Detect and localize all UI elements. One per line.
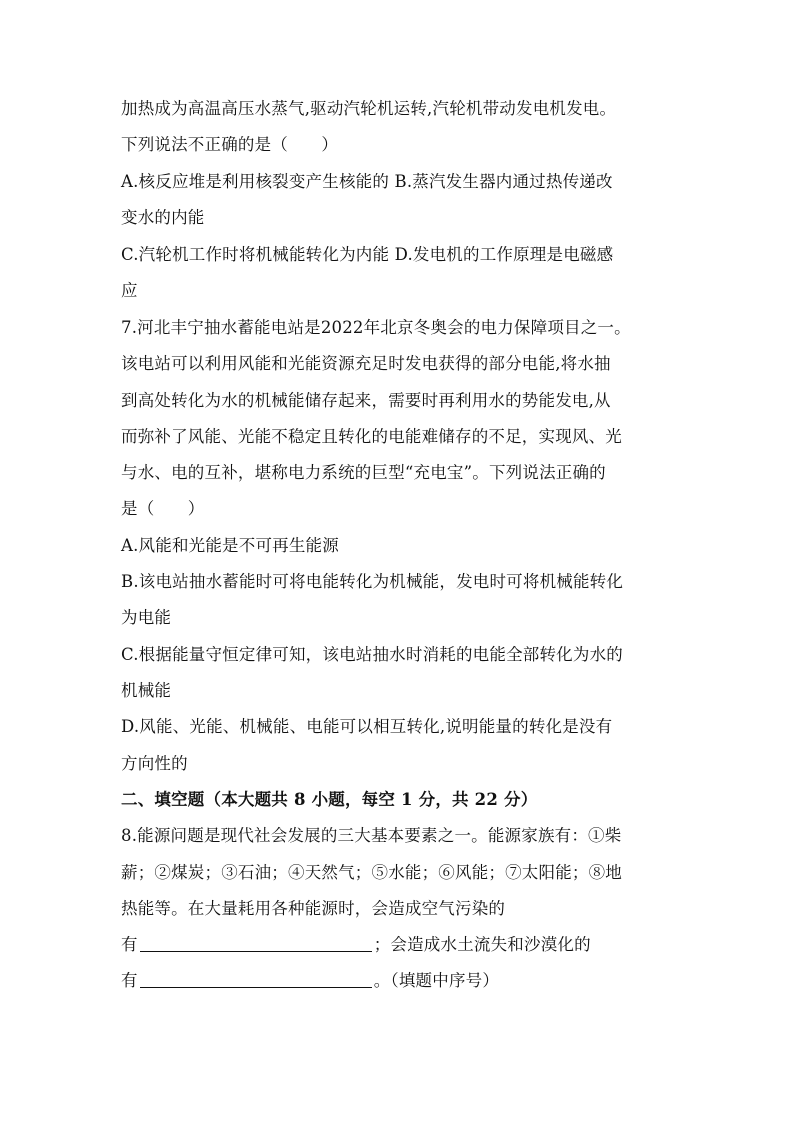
- q6-text-line-1: 加热成为高温高压水蒸气,驱动汽轮机运转,汽轮机带动发电机发电。: [121, 99, 617, 118]
- q8-answer-blank-2[interactable]: [140, 971, 372, 988]
- q7-option-d-line-2: 方向性的: [121, 754, 188, 773]
- q7-option-a: A.风能和光能是不可再生能源: [121, 536, 339, 555]
- q8-text-line-2: 薪；②煤炭；③石油；④天然气；⑤水能；⑥风能；⑦太阳能；⑧地: [121, 863, 622, 882]
- q7-option-c-line-2: 机械能: [121, 681, 172, 700]
- q8-answer-2-prefix: 有: [121, 971, 138, 990]
- q6-options-ab-line-2: 变水的内能: [121, 208, 205, 227]
- q8-answer-line-1: [121, 934, 591, 956]
- q7-option-c-line-1: C.根据能量守恒定律可知，该电站抽水时消耗的电能全部转化为水的: [121, 645, 623, 664]
- q6-options-ab-line-1: A.核反应堆是利用核裂变产生核能的 B.蒸汽发生器内通过热传递改: [121, 172, 613, 191]
- q8-text-line-3: 热能等。在大量耗用各种能源时，会造成空气污染的: [121, 899, 506, 918]
- q7-text-line-4: 而弥补了风能、光能不稳定且转化的电能难储存的不足，实现风、光: [121, 427, 622, 446]
- q8-text-line-1: 8.能源问题是现代社会发展的三大基本要素之一。能源家族有：①柴: [121, 826, 622, 845]
- q7-option-b-line-2: 为电能: [121, 608, 172, 627]
- q6-question-line: 下列说法不正确的是（ ）: [121, 135, 339, 154]
- q7-text-line-1: 7.河北丰宁抽水蓄能电站是2022年北京冬奥会的电力保障项目之一。: [121, 318, 631, 337]
- q7-text-line-5: 与水、电的互补，堪称电力系统的巨型“充电宝”。下列说法正确的: [121, 463, 606, 482]
- q7-text-line-3: 到高处转化为水的机械能储存起来，需要时再利用水的势能发电,从: [121, 391, 611, 410]
- q8-answer-1-suffix: ；会造成水土流失和沙漠化的: [373, 935, 591, 954]
- q7-text-line-2: 该电站可以利用风能和光能资源充足时发电获得的部分电能,将水抽: [121, 354, 611, 373]
- section-2-heading: 二、填空题（本大题共 8 小题，每空 1 分，共 22 分）: [121, 790, 538, 809]
- q8-answer-line-2: [121, 970, 499, 992]
- q7-option-b-line-1: B.该电站抽水蓄能时可将电能转化为机械能，发电时可将机械能转化: [121, 572, 624, 591]
- q7-option-d-line-1: D.风能、光能、机械能、电能可以相互转化,说明能量的转化是没有: [121, 717, 613, 736]
- q7-question-line: 是（ ）: [121, 499, 205, 518]
- q8-answer-2-suffix: 。（填题中序号）: [373, 971, 500, 990]
- q6-options-cd-line-2: 应: [121, 281, 138, 300]
- q8-answer-blank-1[interactable]: [140, 935, 372, 952]
- q6-options-cd-line-1: C.汽轮机工作时将机械能转化为内能 D.发电机的工作原理是电磁感: [121, 245, 614, 264]
- q8-answer-1-prefix: 有: [121, 935, 138, 954]
